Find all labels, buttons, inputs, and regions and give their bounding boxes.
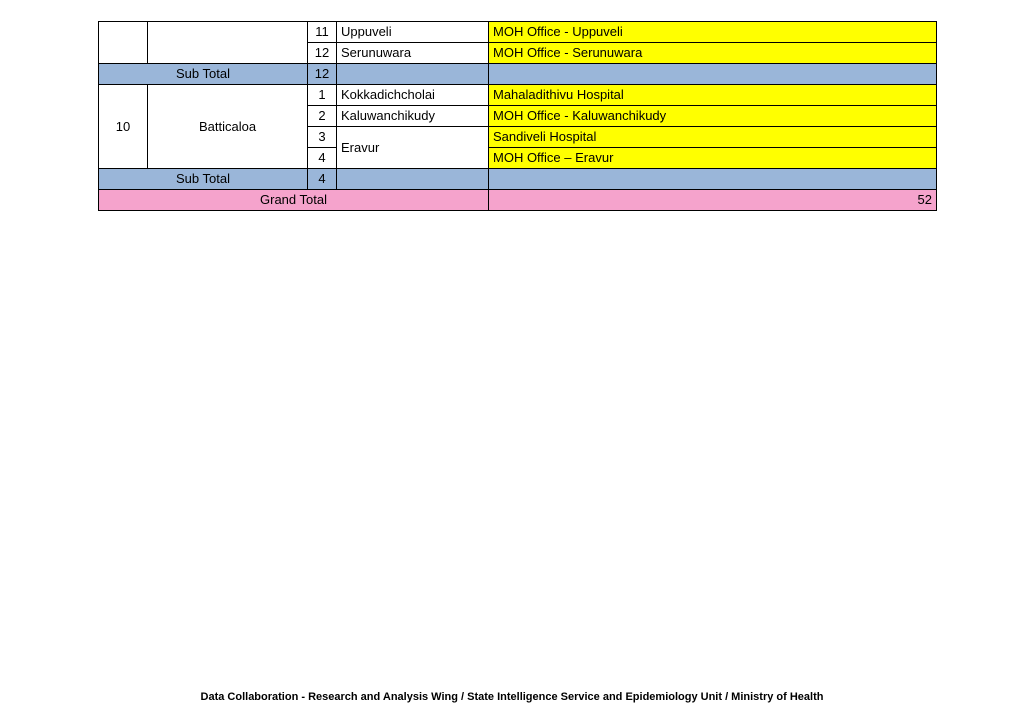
location-name: MOH Office - Kaluwanchikudy (489, 106, 937, 127)
subtotal-count: 12 (308, 64, 337, 85)
subtotal-row (99, 169, 937, 190)
area-name: Serunuwara (337, 43, 489, 64)
table-row (99, 85, 937, 106)
row-number: 12 (308, 43, 337, 64)
district-name: Batticaloa (148, 85, 308, 169)
location-name: Mahaladithivu Hospital (489, 85, 937, 106)
location-name: Sandiveli Hospital (489, 127, 937, 148)
location-name: MOH Office – Eravur (489, 148, 937, 169)
sites-table (98, 21, 937, 211)
subtotal-label: Sub Total (99, 169, 308, 190)
subtotal-row (99, 64, 937, 85)
subtotal-empty-cell (337, 169, 489, 190)
district-number-cell (99, 22, 148, 64)
area-name: Kaluwanchikudy (337, 106, 489, 127)
subtotal-empty-cell (489, 169, 937, 190)
grand-total-value: 52 (489, 190, 937, 211)
row-number: 4 (308, 148, 337, 169)
row-number: 1 (308, 85, 337, 106)
location-name: MOH Office - Serunuwara (489, 43, 937, 64)
subtotal-empty-cell (337, 64, 489, 85)
subtotal-empty-cell (489, 64, 937, 85)
row-number: 3 (308, 127, 337, 148)
subtotal-count: 4 (308, 169, 337, 190)
district-number: 10 (99, 85, 148, 169)
page-footer: Data Collaboration - Research and Analysis Wing / State Intelligence Service and Epidemiology Unit / Ministry of Health (200, 691, 824, 703)
row-number: 2 (308, 106, 337, 127)
subtotal-label: Sub Total (99, 64, 308, 85)
grand-total-label: Grand Total (99, 190, 489, 211)
area-name: Uppuveli (337, 22, 489, 43)
area-name: Kokkadichcholai (337, 85, 489, 106)
table-row (99, 22, 937, 43)
row-number: 11 (308, 22, 337, 43)
area-name: Eravur (337, 127, 489, 169)
district-name-cell (148, 22, 308, 64)
location-name: MOH Office - Uppuveli (489, 22, 937, 43)
grand-total-row (99, 190, 937, 211)
